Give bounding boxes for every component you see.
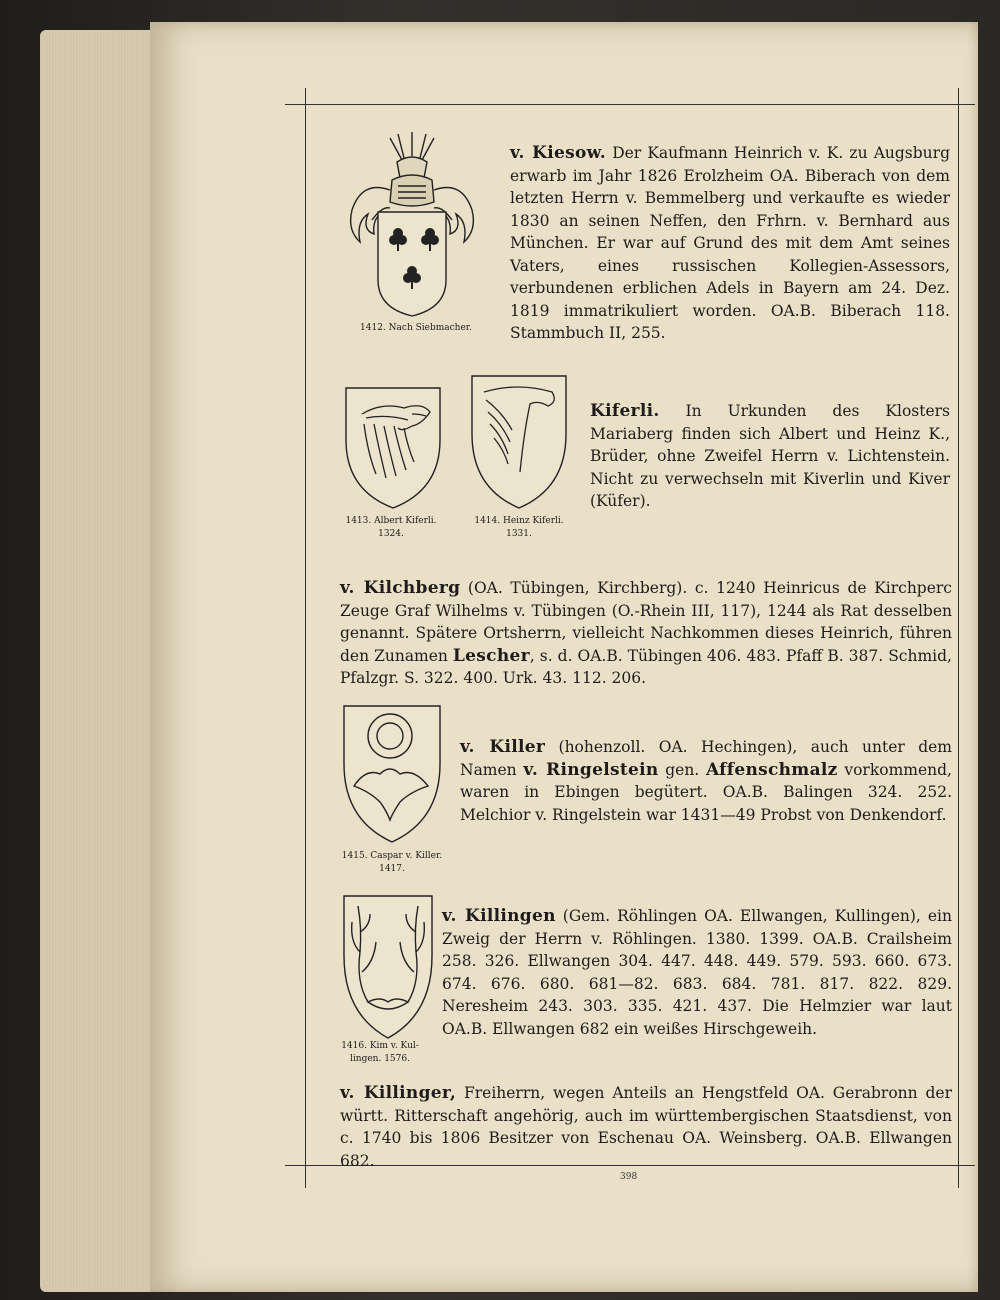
entry-killingen-text: (Gem. Röhlingen OA. Ellwangen, Kullingen), ein Zweig der Herrn v. Röhlingen. 1380. 1399. OA.B. Crailsheim 258. 326. Ellwangen 304. 447. 448. 449. 579. 593. 660. 673. 674. 676. 680. 681—82. 683. 684. 781. 817. 822. 829. Neresheim 243. 303. 335. 421. 437. Die Helmzier war laut OA.B. Ellwangen 682 ein weißes Hirschgeweih. xyxy=(442,907,952,1038)
entry-kiesow-heading: v. Kiesow. xyxy=(510,143,607,163)
caption-1415-line2: 1417. xyxy=(379,864,405,874)
entry-killinger-heading: v. Killinger, xyxy=(340,1083,457,1103)
entry-killer-text-c: vorkommend, waren in Ebingen begütert. OA.B. Balingen 324. 252. Melchior v. Ringelstein war 1431—49 Probst von Denkendorf. xyxy=(460,760,952,824)
coat-of-arms-1414-icon xyxy=(468,372,570,512)
entry-killer-text-a: (hohenzoll. OA. Hechingen), auch unter dem Namen xyxy=(460,738,952,779)
entry-kiesow-text: Der Kaufmann Heinrich v. K. zu Augsburg erwarb im Jahr 1826 Erolzheim OA. Biberach von dem letzten Herrn v. Bemmelberg und verkaufte es wieder 1830 an seinen Neffen, den Frhrn. v. Bernhard aus München. Er war auf Grund des mit dem Amt seines Vaters, eines russischen Kollegien-Assessors, verbundenen erblichen Adels in Bayern am 24. Dez. 1819 immatrikuliert worden. OA.B. Biberach 118. Stammbuch II, 255. xyxy=(510,144,950,342)
entry-killer-name-b: v. Ringelstein xyxy=(523,759,659,780)
entry-killinger xyxy=(340,1082,952,1172)
caption-1414-line1: 1414. Heinz Kiferli. xyxy=(474,516,564,526)
entry-killer xyxy=(460,736,952,826)
entry-killer-name-c: Affenschmalz xyxy=(705,759,838,780)
caption-1415 xyxy=(322,850,462,876)
entry-kiferli-heading: Kiferli. xyxy=(590,401,660,421)
entry-kiesow xyxy=(510,142,950,345)
caption-1414 xyxy=(456,515,582,541)
coat-of-arms-1412-icon xyxy=(342,130,482,320)
caption-1413-line1: 1413. Albert Kiferli. xyxy=(345,516,437,526)
caption-1413 xyxy=(326,515,456,541)
entry-kiferli xyxy=(590,400,950,513)
caption-1412: 1412. Nach Siebmacher. xyxy=(360,323,472,333)
entry-kilchberg-heading: v. Kilchberg xyxy=(340,578,461,598)
entry-kilchberg-text-b: , s. d. OA.B. Tübingen 406. 483. Pfaff B. 387. Schmid, Pfalzgr. S. 322. 400. Urk. 43. 112. 206. xyxy=(340,646,952,687)
entry-kilchberg-text-a: (OA. Tübingen, Kirchberg). c. 1240 Heinricus de Kirchperc Zeuge Graf Wilhelms v. Tübingen (O.-Rhein III, 117), 1244 als Rat desselben genannt. Spätere Ortsherrn, vielleicht Nachkommen dieses Heinrich, führen den Zunamen xyxy=(340,579,952,665)
entry-kilchberg-name-b: Lescher xyxy=(452,645,530,666)
book-page xyxy=(150,22,978,1292)
page-number: 398 xyxy=(620,1172,638,1182)
frame-left-line xyxy=(305,88,306,1188)
caption-1416-line2: lingen. 1576. xyxy=(350,1054,410,1064)
entry-killingen xyxy=(442,905,952,1040)
caption-1416-line1: 1416. Kim v. Kul- xyxy=(341,1041,419,1051)
entry-killinger-text: Freiherrn, wegen Anteils an Hengstfeld OA. Gerabronn der württ. Ritterschaft angehörig, auch im württembergischen Staatsdienst, von c. 1740 bis 1806 Besitzer von Eschenau OA. Weinsberg. OA.B. Ellwangen 682. xyxy=(340,1084,952,1170)
coat-of-arms-1416-icon xyxy=(340,892,436,1042)
caption-1416 xyxy=(330,1040,430,1066)
entry-kiferli-text: In Urkunden des Klosters Mariaberg finden sich Albert und Heinz K., Brüder, ohne Zweifel Herrn v. Lichtenstein. Nicht zu verwechseln mit Kiverlin und Kiver (Küfer). xyxy=(590,402,950,510)
coat-of-arms-1413-icon xyxy=(342,384,444,512)
entry-killingen-heading: v. Killingen xyxy=(442,906,556,926)
entry-killer-heading: v. Killer xyxy=(460,737,546,757)
caption-1414-line2: 1331. xyxy=(506,529,532,539)
entry-killer-text-b: gen. xyxy=(665,760,700,779)
frame-right-line xyxy=(958,88,959,1188)
caption-1415-line1: 1415. Caspar v. Killer. xyxy=(341,851,443,861)
coat-of-arms-1415-icon xyxy=(340,702,444,846)
caption-1413-line2: 1324. xyxy=(378,529,404,539)
entry-kilchberg xyxy=(340,577,952,690)
frame-top-line xyxy=(285,104,975,105)
